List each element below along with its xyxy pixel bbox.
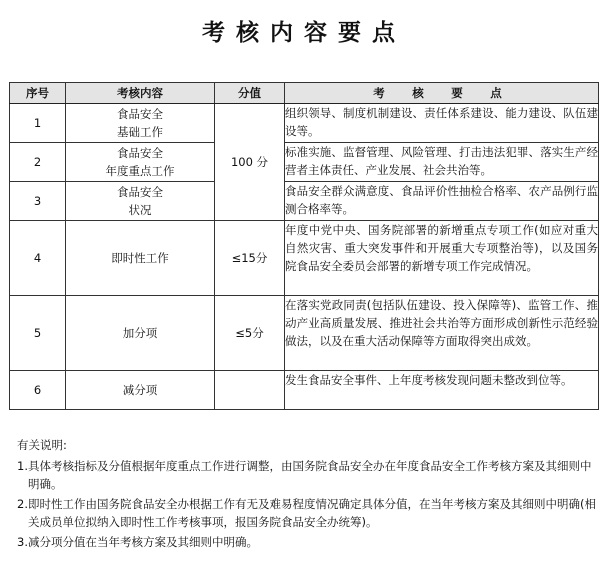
row-score — [215, 371, 285, 410]
row-key-points: 年度中党中央、国务院部署的新增重点专项工作(如应对重大自然灾害、重大突发事件和开展重大专项整治等)，以及国务院食品安全委员会部署的新增专项工作完成情况。 — [285, 221, 599, 296]
table-row — [10, 371, 599, 410]
header-key-points: 考 核 要 点 — [285, 83, 599, 104]
header-content: 考核内容 — [66, 83, 215, 104]
row-content: 食品安全 基础工作 — [66, 104, 215, 143]
notes-heading: 有关说明: — [17, 438, 67, 452]
row-number: 1 — [10, 104, 66, 143]
table-row — [10, 296, 599, 371]
row-number: 5 — [10, 296, 66, 371]
row-content: 即时性工作 — [66, 221, 215, 296]
row-number: 3 — [10, 182, 66, 221]
note-item — [17, 495, 597, 532]
header-score: 分值 — [215, 83, 285, 104]
row-score: ≤15分 — [215, 221, 285, 296]
note-item — [17, 457, 597, 494]
row-key-points: 标准实施、监督管理、风险管理、打击违法犯罪、落实生产经营者主体责任、产业发展、社会共治等。 — [285, 143, 599, 182]
row-number: 4 — [10, 221, 66, 296]
table-row — [10, 221, 599, 296]
page-title: 考核内容要点 — [202, 19, 406, 46]
header-number: 序号 — [10, 83, 66, 104]
table-row — [10, 143, 599, 182]
note-text: 减分项分值在当年考核方案及其细则中明确。 — [28, 534, 258, 549]
merged-score-cell: 100 分 — [215, 104, 285, 221]
row-content: 食品安全 年度重点工作 — [66, 143, 215, 182]
assessment-table — [9, 82, 599, 410]
row-number: 2 — [10, 143, 66, 182]
table-row — [10, 182, 599, 221]
table-row — [10, 104, 599, 143]
row-score: ≤5分 — [215, 296, 285, 371]
note-number: 3. — [17, 534, 28, 549]
row-content: 食品安全 状况 — [66, 182, 215, 221]
note-text: 即时性工作由国务院食品安全办根据工作有无及难易程度情况确定具体分值，在当年考核方案及其细则中明确(相关成员单位拟纳入即时性工作考核事项，报国务院食品安全办统筹)。 — [28, 496, 596, 529]
notes-section — [17, 436, 597, 552]
row-number: 6 — [10, 371, 66, 410]
table-header-row — [10, 83, 599, 104]
row-key-points: 在落实党政同责(包括队伍建设、投入保障等)、监管工作、推动产业高质量发展、推进社会共治等方面形成创新性示范经验做法，以及在重大活动保障等方面取得突出成效。 — [285, 296, 599, 371]
row-content: 加分项 — [66, 296, 215, 371]
row-content: 减分项 — [66, 371, 215, 410]
note-number: 1. — [17, 458, 28, 473]
note-number: 2. — [17, 496, 28, 511]
row-key-points: 组织领导、制度机制建设、责任体系建设、能力建设、队伍建设等。 — [285, 104, 599, 143]
note-text: 具体考核指标及分值根据年度重点工作进行调整，由国务院食品安全办在年度食品安全工作考核方案及其细则中明确。 — [28, 458, 592, 491]
note-item — [17, 533, 597, 552]
row-key-points: 食品安全群众满意度、食品评价性抽检合格率、农产品例行监测合格率等。 — [285, 182, 599, 221]
row-key-points: 发生食品安全事件、上年度考核发现问题未整改到位等。 — [285, 371, 599, 410]
